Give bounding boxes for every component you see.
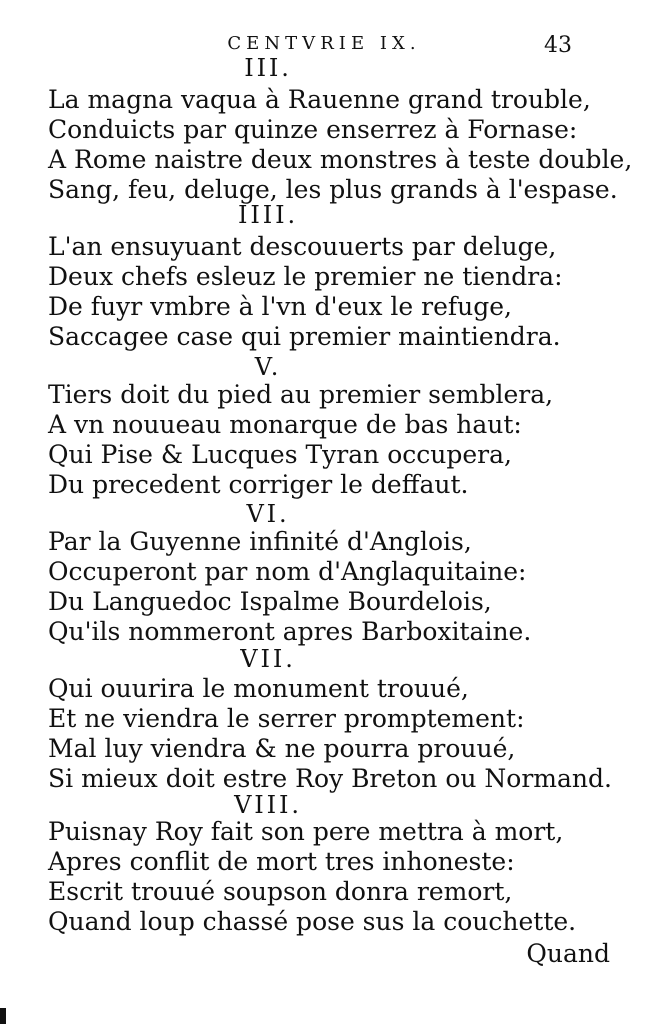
verse-line: Qu'ils nommeront apres Barboxitaine. [48,617,532,646]
catchword: Quand [526,939,610,968]
quatrain-number: III. [244,54,292,82]
quatrain-number: VI. [246,500,290,528]
quatrain-number: IIII. [238,201,298,229]
page-edge-mark [0,1008,6,1024]
page-number: 43 [544,33,572,58]
verse-line: Du precedent corriger le deffaut. [48,470,469,499]
verse-line: Apres conflit de mort tres inhoneste: [48,847,515,876]
verse-line: Mal luy viendra & ne pourra prouué, [48,734,516,763]
quatrain-number: V. [254,353,282,381]
verse-line: La magna vaqua à Rauenne grand trouble, [48,85,591,114]
verse-line: Si mieux doit estre Roy Breton ou Normand. [48,764,612,793]
verse-line: Occuperont par nom d'Anglaquitaine: [48,557,527,586]
verse-line: Escrit trouué soupson donra remort, [48,877,513,906]
verse-line: Deux chefs esleuz le premier ne tiendra: [48,262,563,291]
running-head: CENTVRIE IX. [227,33,421,54]
verse-line: Du Languedoc Ispalme Bourdelois, [48,587,492,616]
verse-line: Par la Guyenne infinité d'Anglois, [48,527,472,556]
verse-line: Tiers doit du pied au premier semblera, [48,380,554,409]
verse-line: Sang, feu, deluge, les plus grands à l'espase. [48,175,618,204]
verse-line: Qui ouurira le monument trouué, [48,674,469,703]
verse-line: A Rome naistre deux monstres à teste double, [48,145,633,174]
verse-line: De fuyr vmbre à l'vn d'eux le refuge, [48,292,512,321]
verse-line: Qui Pise & Lucques Tyran occupera, [48,440,512,469]
verse-line: Quand loup chassé pose sus la couchette. [48,907,577,936]
quatrain-number: VIII. [234,791,302,819]
verse-line: Conduicts par quinze enserrez à Fornase: [48,115,578,144]
verse-line: Saccagee case qui premier maintiendra. [48,322,561,351]
verse-line: Puisnay Roy fait son pere mettra à mort, [48,817,564,846]
verse-line: L'an ensuyuant descouuerts par deluge, [48,232,557,261]
quatrain-number: VII. [240,645,296,673]
verse-line: A vn nouueau monarque de bas haut: [48,410,522,439]
verse-line: Et ne viendra le serrer promptement: [48,704,525,733]
